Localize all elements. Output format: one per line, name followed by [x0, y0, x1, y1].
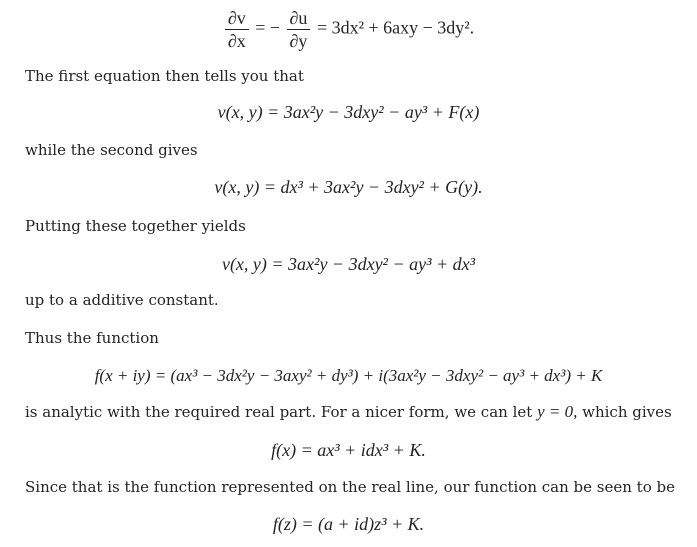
paragraph-analytic-text-a: is analytic with the required real part. For a nicer form, we can let	[25, 403, 533, 421]
equation-v-first: v(x, y) = 3ax²y − 3dxy² − ay³ + F(x)	[217, 102, 480, 122]
equals-minus-sign: = −	[255, 17, 281, 38]
equation-v-second: v(x, y) = dx³ + 3ax²y − 3dxy² + G(y).	[214, 177, 483, 197]
paragraph-analytic-text-b: which gives	[582, 403, 672, 421]
equation-f-of-z: f(z) = (a + id)z³ + K.	[272, 514, 425, 534]
equation-f-of-x: f(x) = ax³ + idx³ + K.	[271, 440, 426, 460]
paragraph-analytic	[25, 402, 672, 422]
paragraph-putting-together: Putting these together yields	[25, 217, 246, 235]
paragraph-additive-constant: up to a additive constant.	[25, 291, 219, 309]
equation-cauchy-riemann	[0, 8, 697, 56]
paragraph-second-gives: while the second gives	[25, 141, 198, 159]
equation-v-combined: v(x, y) = 3ax²y − 3dxy² − ay³ + dx³	[221, 254, 476, 274]
fraction-dv-dx	[225, 8, 249, 51]
equation-rhs: = 3dx² + 6axy − 3dy².	[316, 17, 475, 38]
inline-math-y-zero: y = 0,	[537, 402, 578, 421]
equation-f-full: f(x + iy) = (ax³ − 3dx²y − 3axy² + dy³) + i(3ax²y − 3dxy² − ay³ + dx³) + K	[94, 366, 603, 385]
paragraph-since: Since that is the function represented on the real line, our function can be seen to be	[25, 478, 675, 496]
fraction-numerator: ∂u	[287, 8, 311, 30]
paragraph-first-equation: The first equation then tells you that	[25, 67, 304, 85]
fraction-denominator: ∂y	[289, 31, 308, 51]
paragraph-thus-function: Thus the function	[25, 329, 159, 347]
fraction-numerator: ∂v	[225, 8, 249, 30]
fraction-du-dy	[287, 8, 311, 51]
fraction-denominator: ∂x	[227, 31, 246, 51]
